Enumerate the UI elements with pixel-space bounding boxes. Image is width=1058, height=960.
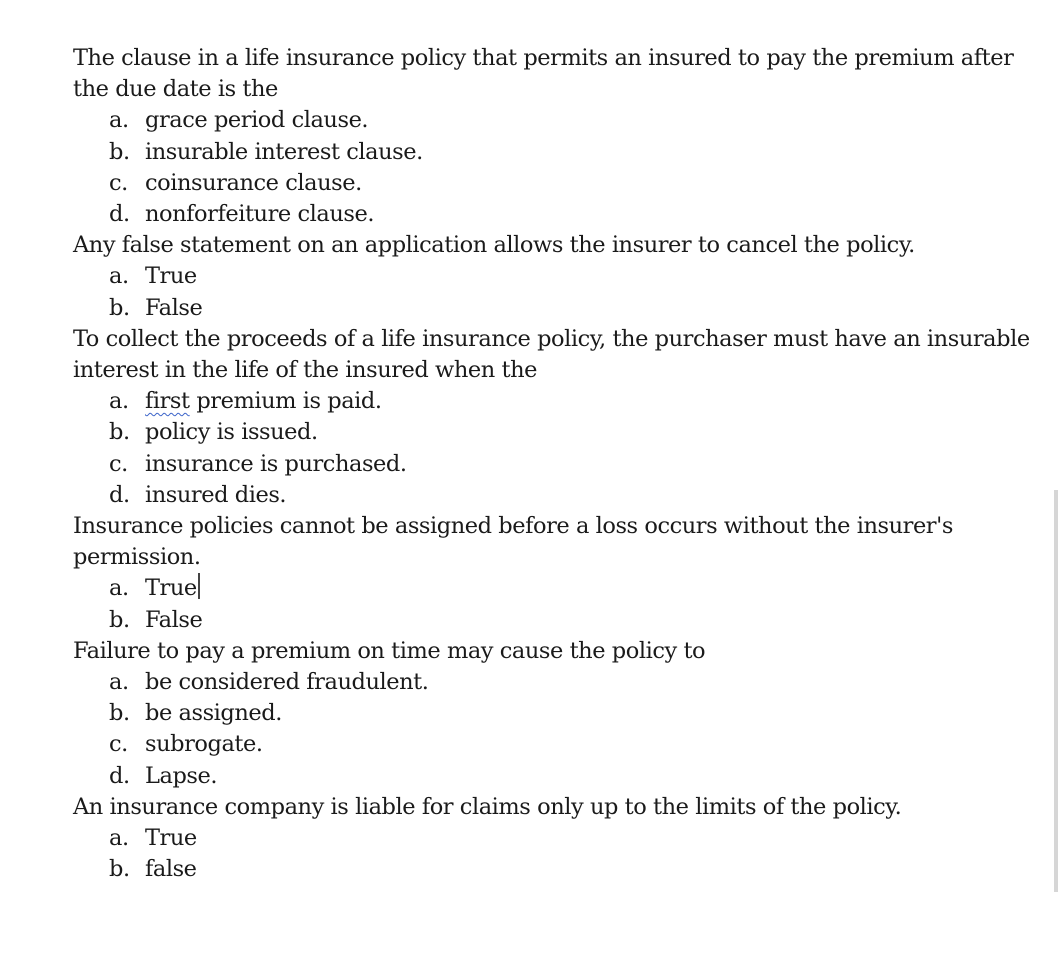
option-text: insurable interest clause. bbox=[145, 138, 423, 165]
answer-options bbox=[73, 573, 1033, 635]
option-text: insured dies. bbox=[145, 481, 287, 508]
text-cursor bbox=[198, 573, 200, 599]
question-text[interactable]: Insurance policies cannot be assigned before a loss occurs without the insurer's permission. bbox=[73, 513, 953, 571]
answer-option[interactable] bbox=[73, 854, 1033, 885]
option-text: nonforfeiture clause. bbox=[145, 201, 375, 228]
spellcheck-flagged-word[interactable]: first bbox=[145, 388, 190, 415]
option-text: True bbox=[145, 825, 197, 852]
option-letter: a. bbox=[109, 825, 129, 852]
option-letter: b. bbox=[109, 419, 130, 446]
option-letter: b. bbox=[109, 700, 130, 727]
answer-options bbox=[73, 261, 1033, 323]
answer-option[interactable] bbox=[73, 199, 1033, 230]
option-letter: c. bbox=[109, 450, 128, 477]
option-letter: a. bbox=[109, 263, 129, 290]
option-letter: b. bbox=[109, 138, 130, 165]
option-text: Lapse. bbox=[145, 762, 218, 789]
option-letter: d. bbox=[109, 201, 130, 228]
question-text[interactable]: Any false statement on an application allows the insurer to cancel the policy. bbox=[73, 232, 915, 259]
document-body[interactable] bbox=[73, 43, 1033, 885]
scrollbar-track[interactable] bbox=[1054, 490, 1058, 892]
option-letter: b. bbox=[109, 856, 130, 883]
answer-options bbox=[73, 823, 1033, 885]
option-text: grace period clause. bbox=[145, 107, 369, 134]
option-text: True bbox=[145, 575, 197, 602]
option-letter: b. bbox=[109, 294, 130, 321]
answer-option[interactable] bbox=[73, 761, 1033, 792]
option-text: coinsurance clause. bbox=[145, 169, 362, 196]
question-block bbox=[73, 324, 1033, 511]
answer-option[interactable] bbox=[73, 449, 1033, 480]
option-letter: a. bbox=[109, 575, 129, 602]
option-text: false bbox=[145, 856, 197, 883]
answer-option[interactable] bbox=[73, 729, 1033, 760]
answer-option[interactable] bbox=[73, 667, 1033, 698]
option-letter: a. bbox=[109, 388, 129, 415]
option-text: policy is issued. bbox=[145, 419, 318, 446]
option-text: insurance is purchased. bbox=[145, 450, 407, 477]
question-text[interactable]: To collect the proceeds of a life insurance policy, the purchaser must have an insurable interest in the life of the insured when the bbox=[73, 325, 1030, 384]
question-text[interactable]: The clause in a life insurance policy that permits an insured to pay the premium after the due date is the bbox=[73, 45, 1014, 103]
option-letter: a. bbox=[109, 107, 129, 134]
question-block bbox=[73, 511, 1033, 636]
option-text: premium is paid. bbox=[189, 388, 382, 415]
answer-option[interactable] bbox=[73, 823, 1033, 854]
answer-option[interactable] bbox=[73, 261, 1033, 292]
answer-option[interactable] bbox=[73, 480, 1033, 511]
answer-options bbox=[73, 667, 1033, 792]
option-text: False bbox=[145, 294, 203, 321]
option-letter: d. bbox=[109, 762, 130, 789]
answer-option[interactable] bbox=[73, 417, 1033, 448]
answer-options bbox=[73, 386, 1033, 511]
answer-options bbox=[73, 105, 1033, 230]
answer-option[interactable] bbox=[73, 168, 1033, 199]
option-text: False bbox=[145, 606, 203, 633]
option-letter: d. bbox=[109, 481, 130, 508]
question-text[interactable]: Failure to pay a premium on time may cause the policy to bbox=[73, 637, 706, 664]
answer-option[interactable] bbox=[73, 386, 1033, 417]
question-block bbox=[73, 792, 1033, 886]
question-block bbox=[73, 43, 1033, 230]
answer-option[interactable] bbox=[73, 573, 1033, 604]
answer-option[interactable] bbox=[73, 293, 1033, 324]
answer-option[interactable] bbox=[73, 605, 1033, 636]
answer-option[interactable] bbox=[73, 105, 1033, 136]
option-letter: b. bbox=[109, 606, 130, 633]
question-block bbox=[73, 636, 1033, 792]
option-letter: a. bbox=[109, 669, 129, 696]
answer-option[interactable] bbox=[73, 698, 1033, 729]
option-text: True bbox=[145, 263, 197, 290]
option-letter: c. bbox=[109, 731, 128, 758]
option-text: be considered fraudulent. bbox=[145, 669, 429, 696]
answer-option[interactable] bbox=[73, 137, 1033, 168]
option-text: be assigned. bbox=[145, 700, 282, 727]
option-text: subrogate. bbox=[145, 731, 263, 758]
option-letter: c. bbox=[109, 169, 128, 196]
question-block bbox=[73, 230, 1033, 324]
question-text[interactable]: An insurance company is liable for claims only up to the limits of the policy. bbox=[73, 793, 902, 820]
